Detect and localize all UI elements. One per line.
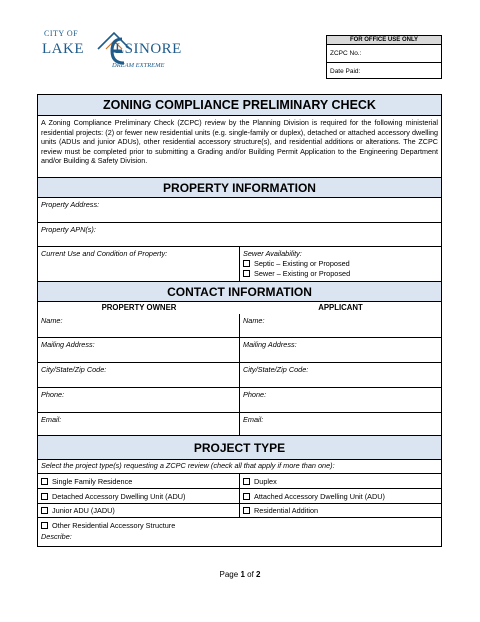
form-title: ZONING COMPLIANCE PRELIMINARY CHECK — [38, 95, 441, 116]
checkbox-icon[interactable] — [243, 260, 250, 267]
checkbox-icon[interactable] — [243, 478, 250, 485]
applicant-city-state-zip-field[interactable]: City/State/Zip Code: — [243, 365, 309, 374]
of-word: of — [247, 570, 254, 579]
project-option-row — [38, 504, 441, 518]
page-total: 2 — [256, 570, 261, 579]
applicant-name-field[interactable]: Name: — [243, 316, 265, 325]
property-info-heading: PROPERTY INFORMATION — [38, 177, 441, 198]
property-owner-heading: PROPERTY OWNER — [101, 303, 177, 312]
junior-adu-option[interactable]: Junior ADU (JADU) — [38, 504, 240, 517]
project-option-row — [38, 474, 441, 489]
page-footer — [0, 570, 480, 579]
use-and-sewer-row — [38, 247, 441, 281]
other-structure-row — [38, 518, 441, 547]
property-apn-field[interactable]: Property APN(s): — [38, 223, 441, 247]
office-use-header: FOR OFFICE USE ONLY — [327, 36, 441, 45]
date-paid-field[interactable]: Date Paid: — [327, 62, 441, 79]
logo-tagline: DREAM EXTREME — [112, 62, 165, 69]
zcpc-form — [37, 94, 442, 547]
applicant-heading: APPLICANT — [318, 303, 363, 312]
owner-name-field[interactable]: Name: — [38, 314, 240, 337]
duplex-option[interactable]: Duplex — [240, 474, 441, 488]
checkbox-icon[interactable] — [41, 493, 48, 500]
describe-field[interactable]: Describe: — [41, 532, 72, 541]
owner-email-field[interactable]: Email: — [38, 413, 240, 435]
current-use-field[interactable]: Current Use and Condition of Property: — [38, 247, 240, 281]
page-word: Page — [219, 570, 239, 579]
contact-row — [38, 338, 441, 363]
logo-city-of: CITY OF — [44, 29, 79, 38]
contact-row — [38, 413, 441, 435]
contact-row — [38, 363, 441, 388]
single-family-option[interactable]: Single Family Residence — [38, 474, 240, 488]
logo-lake: LAKE — [42, 41, 84, 57]
checkbox-icon[interactable] — [41, 522, 48, 529]
owner-city-state-zip-field[interactable]: City/State/Zip Code: — [38, 363, 240, 387]
logo-elsinore: LSINORE — [115, 41, 182, 57]
sewer-availability-cell — [240, 247, 441, 281]
office-use-box — [326, 35, 442, 79]
applicant-mailing-address-field[interactable]: Mailing Address: — [243, 340, 297, 349]
intro-paragraph: A Zoning Compliance Preliminary Check (ZCPC) review by the Planning Division is required for the following ministerial residential projects: (2) or fewer new residential units (e.g. single-family or duplex), detached or attached accessory dwelling units (ADUs and junior ADUs), other residential accessory structure(s), and residential additions or alterations. The ZCPC review must be completed prior to submitting a Grading and/or Building Permit Application to the Engineering Department and/or Building & Safety Division. — [41, 118, 438, 165]
page-number: 1 — [240, 570, 245, 579]
other-structure-option[interactable]: Other Residential Accessory Structure — [41, 521, 438, 531]
owner-phone-field[interactable]: Phone: — [38, 388, 240, 412]
contact-info-heading: CONTACT INFORMATION — [38, 281, 441, 302]
city-logo — [42, 27, 192, 75]
detached-adu-option[interactable]: Detached Accessory Dwelling Unit (ADU) — [38, 489, 240, 503]
project-option-row — [38, 489, 441, 504]
septic-option[interactable]: Septic – Existing or Proposed — [243, 258, 438, 269]
checkbox-icon[interactable] — [41, 478, 48, 485]
zcpc-number-field[interactable]: ZCPC No.: — [330, 50, 362, 57]
checkbox-icon[interactable] — [243, 270, 250, 277]
residential-addition-option[interactable]: Residential Addition — [240, 504, 441, 517]
checkbox-icon[interactable] — [41, 507, 48, 514]
checkbox-icon[interactable] — [243, 493, 250, 500]
sewer-option[interactable]: Sewer – Existing or Proposed — [243, 269, 438, 279]
applicant-email-field[interactable]: Email: — [243, 415, 264, 424]
owner-mailing-address-field[interactable]: Mailing Address: — [38, 338, 240, 362]
property-address-field[interactable]: Property Address: — [38, 198, 441, 223]
project-type-instruction: Select the project type(s) requesting a ZCPC review (check all that apply if more than one): — [38, 460, 441, 474]
attached-adu-option[interactable]: Attached Accessory Dwelling Unit (ADU) — [240, 489, 441, 503]
sewer-availability-label: Sewer Availability: — [243, 249, 302, 258]
contact-row — [38, 388, 441, 413]
contact-row — [38, 314, 441, 338]
checkbox-icon[interactable] — [243, 507, 250, 514]
contact-column-headers — [38, 302, 441, 314]
applicant-phone-field[interactable]: Phone: — [243, 390, 267, 399]
project-type-heading: PROJECT TYPE — [38, 435, 441, 460]
